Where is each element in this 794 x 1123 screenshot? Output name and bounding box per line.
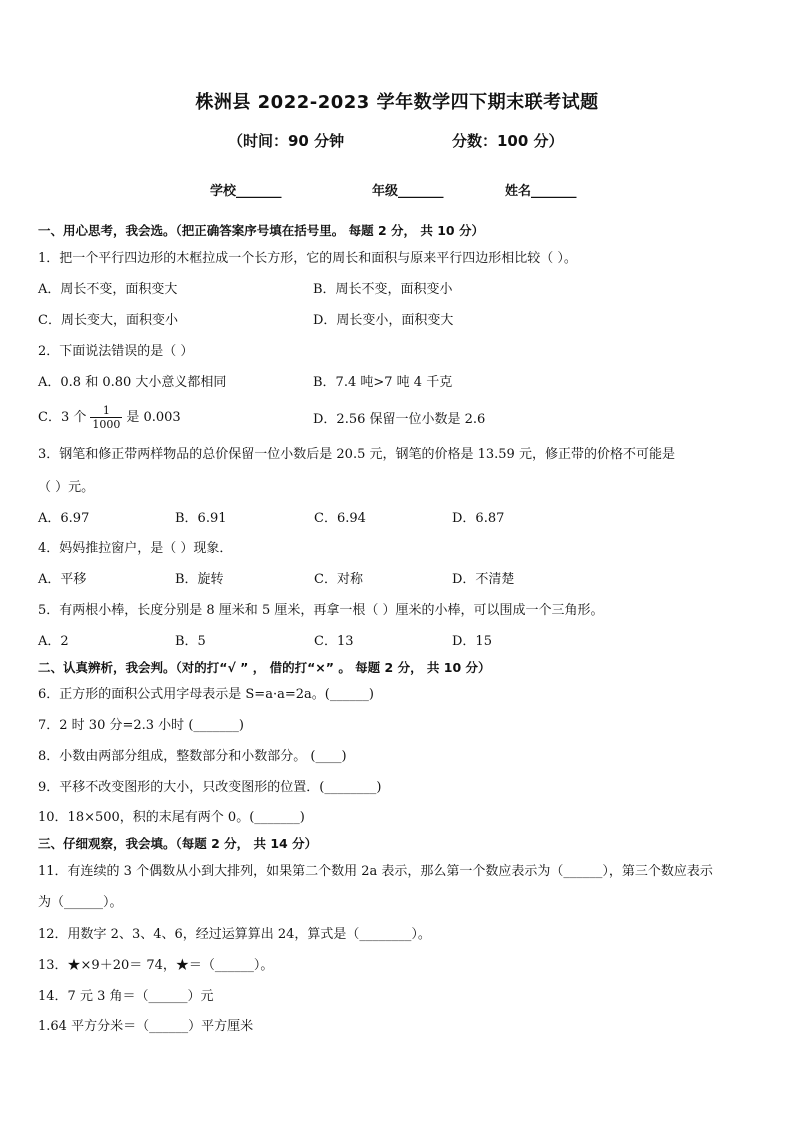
exam-time: （时间：90 分钟: [228, 132, 345, 150]
q5-option-a: A．2: [38, 634, 69, 649]
q11: 11．有连续的 3 个偶数从小到大排列，如果第二个数用 2a 表示，那么第一个数应表示为（______），第三个数应表示: [38, 864, 713, 879]
name-field[interactable]: 姓名_______: [505, 184, 577, 199]
section2-heading: 二、认真辨析，我会判。（对的打“√ ” ， 借的打“×” 。 每题 2 分， 共 10 分）: [38, 660, 491, 675]
q1-option-b: B．周长不变，面积变小: [313, 282, 453, 297]
q2-option-c-prefix: C．3 个: [38, 410, 87, 425]
q3-option-a: A．6.97: [38, 511, 90, 526]
q4-option-a: A．平移: [38, 572, 87, 587]
q2-option-b: B．7.4 吨>7 吨 4 千克: [313, 375, 453, 390]
q2-option-d: D．2.56 保留一位小数是 2.6: [313, 412, 486, 427]
q3-option-d: D．6.87: [452, 511, 505, 526]
q14-continued: 1.64 平方分米＝（______）平方厘米: [38, 1019, 254, 1034]
q5-option-d: D．15: [452, 634, 492, 649]
q2-stem: 2．下面说法错误的是（ ）: [38, 344, 194, 359]
q4-stem: 4．妈妈推拉窗户，是（ ）现象．: [38, 541, 233, 556]
q3-stem-continued: （ ）元。: [38, 480, 95, 495]
q3-stem: 3．钢笔和修正带两样物品的总价保留一位小数后是 20.5 元，钢笔的价格是 13.59 元，修正带的价格不可能是: [38, 447, 675, 462]
q11-continued: 为（______）。: [38, 895, 123, 910]
q1-option-c: C．周长变大，面积变小: [38, 313, 178, 328]
q3-option-b: B．6.91: [175, 511, 227, 526]
q5-option-b: B．5: [175, 634, 206, 649]
q4-option-d: D．不清楚: [452, 572, 515, 587]
fraction: [90, 404, 122, 431]
section3-heading: 三、仔细观察，我会填。（每题 2 分， 共 14 分）: [38, 836, 318, 851]
student-info-row: [0, 180, 794, 200]
q5-option-c: C．13: [314, 634, 354, 649]
q1-option-d: D．周长变小，面积变大: [313, 313, 454, 328]
q2-option-c-suffix: 是 0.003: [126, 410, 181, 425]
q14: 14．7 元 3 角＝（______）元: [38, 989, 214, 1004]
q8: 8．小数由两部分组成，整数部分和小数部分。 (____): [38, 749, 347, 764]
grade-field[interactable]: 年级_______: [372, 184, 444, 199]
school-field[interactable]: 学校_______: [210, 184, 282, 199]
q2-option-a: A．0.8 和 0.80 大小意义都相同: [38, 375, 227, 390]
exam-title: 株洲县 2022-2023 学年数学四下期末联考试题: [195, 92, 599, 113]
q4-option-b: B．旋转: [175, 572, 224, 587]
q5-stem: 5．有两根小棒，长度分别是 8 厘米和 5 厘米，再拿一根（ ）厘米的小棒，可以围成一个三角形。: [38, 603, 604, 618]
q10: 10．18×500，积的末尾有两个 0。(_______): [38, 810, 305, 825]
q2-option-c: [38, 402, 181, 434]
q9: 9．平移不改变图形的大小，只改变图形的位置．(________): [38, 780, 382, 795]
q1-stem: 1．把一个平行四边形的木框拉成一个长方形，它的周长和面积与原来平行四边形相比较（ ）。: [38, 251, 577, 266]
q7: 7．2 时 30 分=2.3 小时 (_______): [38, 718, 244, 733]
q13: 13．★×9＋20＝ 74，★＝（______）。: [38, 958, 274, 973]
q12: 12．用数字 2、3、4、6，经过运算算出 24，算式是（________）。: [38, 927, 431, 942]
section1-heading: 一、用心思考，我会选。（把正确答案序号填在括号里。 每题 2 分， 共 10 分）: [38, 223, 484, 238]
q3-option-c: C．6.94: [314, 511, 366, 526]
exam-subtitle: [0, 130, 794, 152]
fraction-numerator: 1: [90, 404, 122, 418]
exam-score: 分数：100 分）: [452, 132, 564, 150]
q4-option-c: C．对称: [314, 572, 363, 587]
q1-option-a: A．周长不变，面积变大: [38, 282, 178, 297]
fraction-denominator: 1000: [92, 418, 121, 431]
q6: 6．正方形的面积公式用字母表示是 S=a·a=2a。(______): [38, 687, 374, 702]
